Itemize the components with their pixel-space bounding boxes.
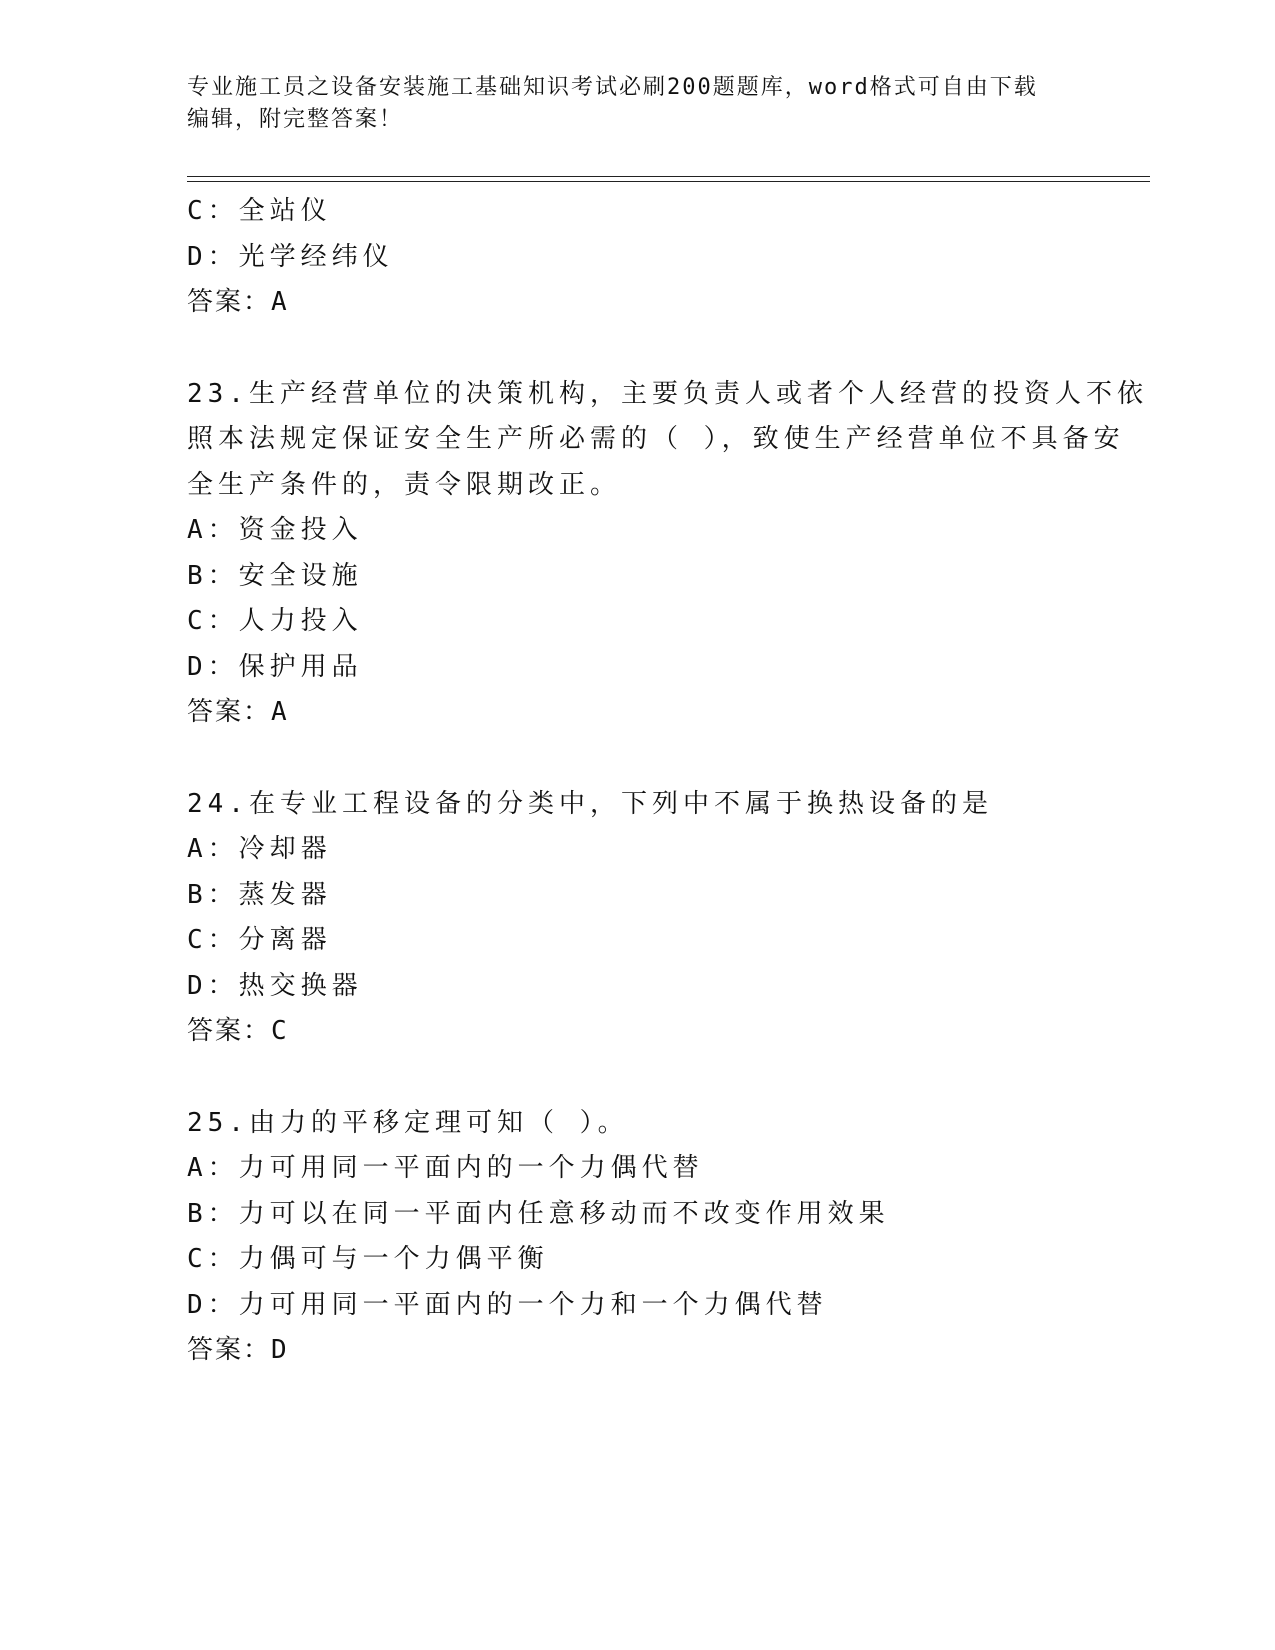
option-label: D： — [187, 1289, 239, 1320]
answer-label: 答案： — [187, 697, 272, 727]
option-text: 力可用同一平面内的一个力偶代替 — [238, 1153, 704, 1183]
question-24 — [187, 782, 1087, 1055]
option-a — [187, 1146, 1087, 1192]
page-header — [187, 72, 1067, 136]
page-title-line-1: 专业施工员之设备安装施工基础知识考试必刷200题题库，word格式可自由下载 — [187, 75, 1038, 100]
option-label: B： — [187, 879, 239, 910]
answer-label: 答案： — [187, 287, 272, 317]
option-label: C： — [187, 196, 239, 226]
option-label: C： — [187, 925, 239, 955]
option-a — [187, 827, 1087, 873]
option-text: 热交换器 — [238, 970, 363, 1001]
answer-line — [187, 690, 1087, 736]
option-a — [187, 508, 1087, 554]
option-text: 蒸发器 — [238, 879, 332, 910]
answer-value: A — [271, 697, 289, 727]
option-d — [187, 645, 1087, 691]
option-label: D： — [187, 970, 239, 1001]
option-text: 资金投入 — [238, 515, 363, 545]
question-stem: 25.由力的平移定理可知（ ）。 — [187, 1107, 629, 1138]
option-label: D： — [187, 651, 239, 682]
option-c — [187, 599, 1087, 645]
option-label: B： — [187, 1198, 239, 1229]
option-c — [187, 189, 1087, 235]
option-d — [187, 1283, 1087, 1329]
question-23 — [187, 372, 1148, 736]
question-stem: 23.生产经营单位的决策机构，主要负责人或者个人经营的投资人不依 — [187, 378, 1148, 409]
option-label: B： — [187, 560, 239, 591]
question-stem: 照本法规定保证安全生产所必需的（ ），致使生产经营单位不具备安 — [187, 424, 1125, 454]
option-b — [187, 554, 1087, 600]
option-c — [187, 918, 1087, 964]
option-text: 光学经纬仪 — [238, 241, 394, 272]
answer-line — [187, 280, 1087, 326]
answer-label: 答案： — [187, 1335, 272, 1365]
option-text: 全站仪 — [238, 196, 332, 226]
answer-value: A — [271, 287, 289, 317]
option-text: 力可以在同一平面内任意移动而不改变作用效果 — [238, 1198, 890, 1229]
option-text: 分离器 — [238, 925, 332, 955]
question-stem: 全生产条件的，责令限期改正。 — [187, 469, 622, 500]
question-22-continued — [187, 189, 1087, 326]
option-text: 冷却器 — [238, 834, 332, 864]
option-text: 安全设施 — [238, 560, 363, 591]
option-text: 力偶可与一个力偶平衡 — [238, 1244, 549, 1274]
answer-value: C — [271, 1016, 289, 1046]
option-label: A： — [187, 515, 239, 545]
option-d — [187, 964, 1087, 1010]
option-text: 保护用品 — [238, 651, 363, 682]
header-divider — [187, 176, 1150, 182]
answer-value: D — [271, 1335, 289, 1365]
option-d — [187, 235, 1087, 281]
option-text: 力可用同一平面内的一个力和一个力偶代替 — [238, 1289, 828, 1320]
question-25 — [187, 1101, 1087, 1374]
page-title-line-2: 编辑，附完整答案！ — [187, 107, 404, 132]
option-label: C： — [187, 606, 239, 636]
answer-line — [187, 1009, 1087, 1055]
question-stem: 24.在专业工程设备的分类中，下列中不属于换热设备的是 — [187, 788, 993, 819]
option-c — [187, 1237, 1087, 1283]
option-b — [187, 873, 1087, 919]
answer-line — [187, 1328, 1087, 1374]
option-label: C： — [187, 1244, 239, 1274]
answer-label: 答案： — [187, 1016, 272, 1046]
option-text: 人力投入 — [238, 606, 363, 636]
option-label: A： — [187, 1153, 239, 1183]
question-list — [187, 189, 1148, 1374]
option-label: D： — [187, 241, 239, 272]
option-label: A： — [187, 834, 239, 864]
option-b — [187, 1192, 1087, 1238]
